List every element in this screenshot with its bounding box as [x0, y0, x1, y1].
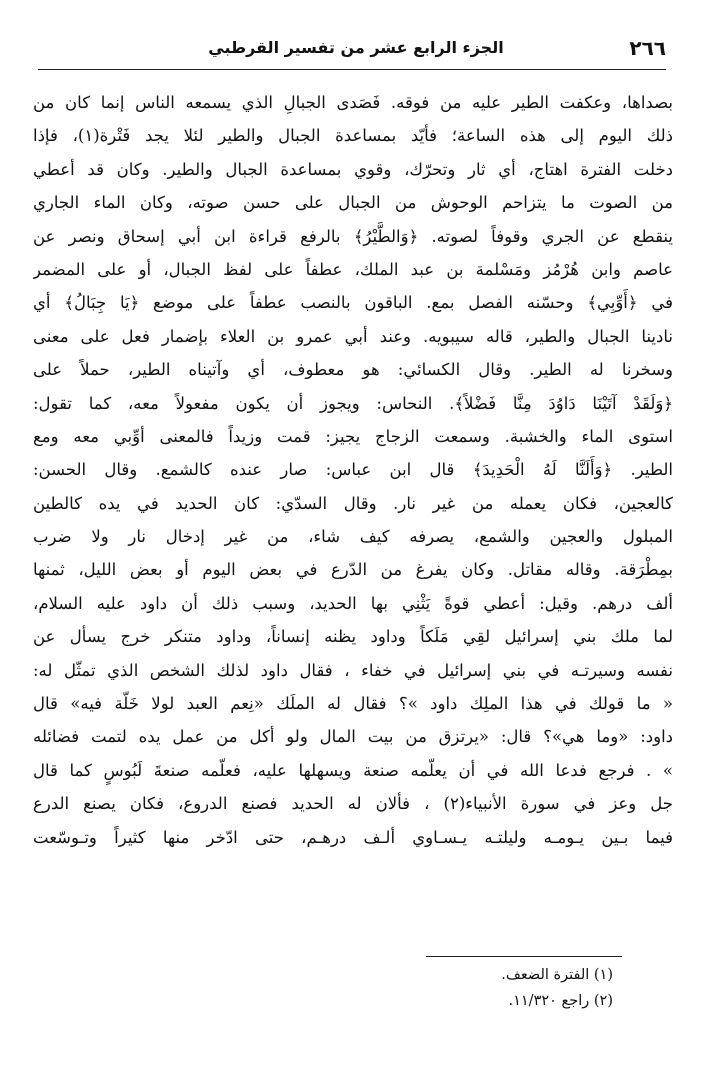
text-line: الطير. ﴿وَأَلَنَّا لَهُ الْحَدِيدَ﴾ قال ابن عباس: صار عنده كالشمع. وقال الحسن:	[33, 460, 673, 480]
text-line: جل وعز في سورة الأنبياء(٢) ، فألان له الحديد فصنع الدروع، فكان يصنع الدرع	[33, 794, 673, 814]
text-line: ينقطع عن الجري وقوفاً لصوته. ﴿وَالطَّيْرُ﴾ بالرفع قراءة ابن أبي إسحاق ونصر عن	[33, 226, 673, 246]
page-number: ٢٦٦	[629, 36, 666, 60]
text-line: دخلت الفترة اهتاج، أي ثار وتحرّك، وقوي بمساعدة الجبال والطير. وكان قد أعطي	[33, 159, 673, 179]
running-title: الجزء الرابع عشر من تفسير القرطبي	[208, 38, 504, 57]
text-line: عاصم وابن هُرْمُز ومَسْلمة بن عبد الملك، عطفاً على لفظ الجبال، أو على المضمر	[33, 259, 673, 279]
header-rule	[38, 69, 666, 70]
text-line: ألف درهم. وقيل: أعطي قوةً يَثْنِي بها الحديد، وسبب ذلك أن داود عليه السلام،	[33, 593, 673, 613]
text-line: نادينا الجبال والطير، قاله سيبويه. وعند أبي عمرو بن العلاء بإضمار فعل على معنى	[33, 326, 673, 346]
text-line: بصداها، وعكفت الطير عليه من فوقه. فَصَدى الجبالِ الذي يسمعه الناس إنما كان من	[33, 93, 673, 112]
footnote: (٢) راجع ١١/٣٢٠.	[508, 993, 613, 1009]
page-header	[38, 30, 666, 70]
text-line: » . فرجع فدعا الله في أن يعلّمه صنعة ويسهلها عليه، فعلّمه صنعةَ لَبُوسٍ كما قال	[33, 760, 673, 780]
text-line: المبلول والعجين والشمع، يصرفه كيف شاء، من غير إدخال نار ولا ضرب	[33, 527, 673, 547]
text-line: فيما بـين يـومـه وليلتـه يـسـاوي ألـف درهـم، حتى ادّخر منها كثيراً وتـوسّعت	[33, 827, 673, 847]
text-line: من الصوت ما يتزاحم الوحوش من الجبال على حسن صوته، وكان الماء الجاري	[33, 193, 673, 213]
text-line: لما ملك بني إسرائيل لقِي مَلَكاً وداود يظنه إنساناً، وداود متنكر خرج يسأل عن	[33, 627, 673, 647]
text-line: « ما قولك في هذا الملِك داود »؟ فقال له الملَك «نِعم العبد لولا خَلّة فيه» قال	[33, 694, 673, 714]
footnote-rule	[426, 956, 622, 957]
text-line: ذلك اليوم إلى هذه الساعة؛ فأيّد بمساعدة الجبال والطير لئلا يجد فَتْرة(١)، فإذا	[33, 126, 673, 146]
text-line: بمِطْرَقة. وقاله مقاتل. وكان يفرغ من الدّرع في بعض اليوم أو بعض الليل، ثمنها	[33, 560, 673, 580]
footnotes	[33, 962, 613, 1014]
text-line: في ﴿أَوِّبِي﴾ وحسّنه الفصل بمع. الباقون بالنصب عطفاً على موضع ﴿يَا جِبَالُ﴾ أي	[33, 293, 673, 313]
text-line: داود: «وما هي»؟ قال: «يرتزق من بيت المال ولو أكل من عمل يده لتمت فضائله	[33, 727, 673, 747]
body-text	[33, 86, 673, 854]
text-line: نفسه وسيرتـه في بني إسرائيل في خفاء ، فقال داود لذلك الشخص الذي تمثّل له:	[33, 660, 673, 680]
text-line: كالعجين، فكان يعمله من غير نار. وقال السدّي: كان الحديد في يده كالطين	[33, 493, 673, 513]
text-line: ﴿وَلَقَدْ آتَيْنَا دَاوُدَ مِنَّا فَضْلاً﴾. النحاس: ويجوز أن يكون مفعولاً معه، كما تقول:	[33, 393, 673, 413]
text-line: وسخرنا له الطير. وقال الكسائي: هو معطوف، أي وآتيناه الطير، حملاً على	[33, 360, 673, 380]
footnote: (١) الفترة الضعف.	[501, 967, 613, 983]
text-line: استوى الماء والخشبة. وسمعت الزجاج يجيز: قمت وزيداً فالمعنى أوِّبي معه ومع	[33, 426, 673, 446]
